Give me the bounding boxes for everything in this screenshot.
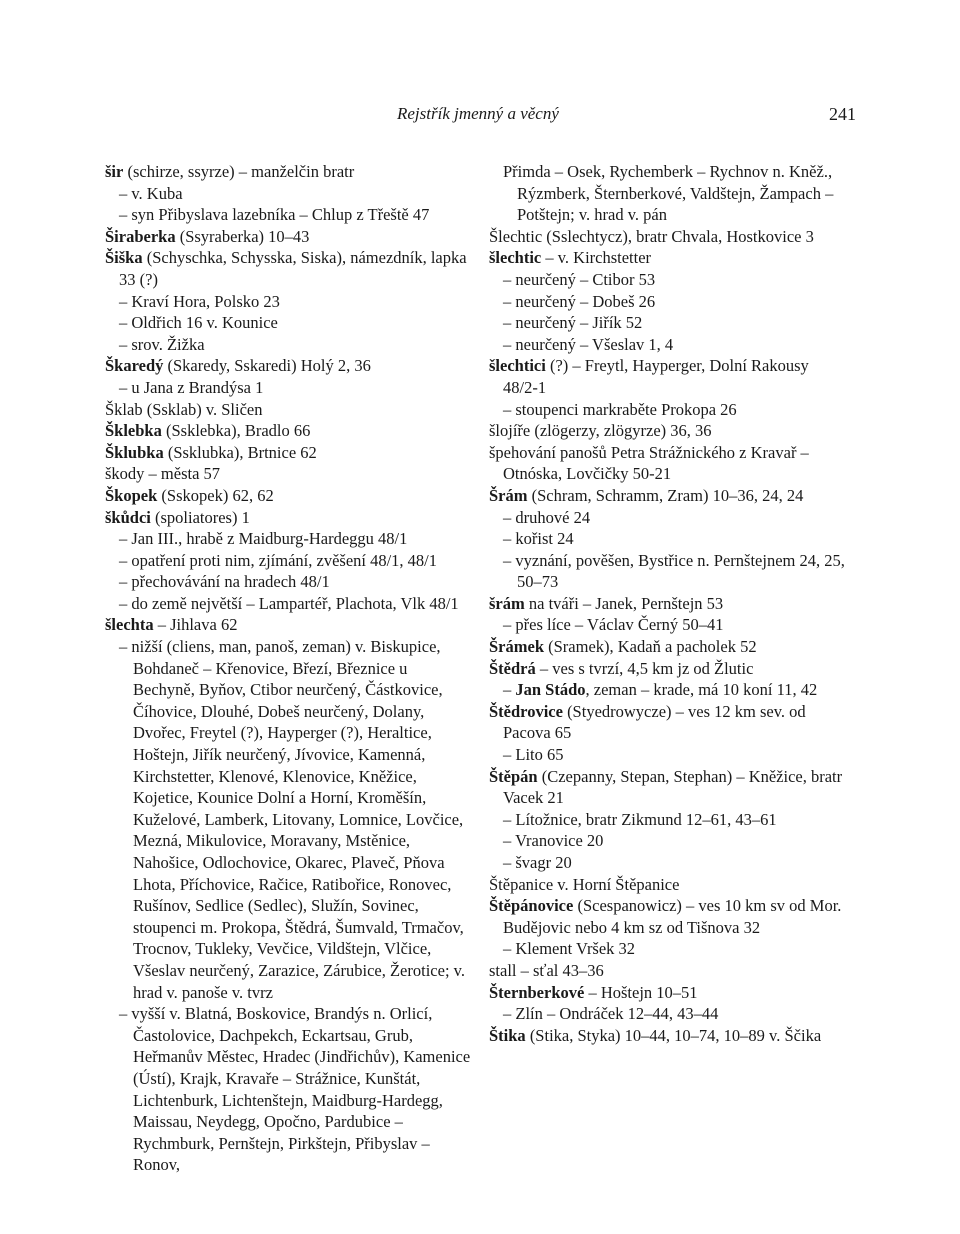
page-header [0,104,960,130]
index-entry [489,226,847,248]
index-entry [489,895,847,938]
index-subentry [489,830,847,852]
index-entry [489,1025,847,1047]
page-number: 241 [829,104,856,124]
entry-text: šlojíře (zlögerzy, zlögyrze) 36, 36 [489,421,712,441]
entry-text: (schirze, ssyrze) – manželčin bratr [123,162,355,181]
entry-text: – vyšší v. Blatná, Boskovice, Brandýs n. Orlicí, Častolovice, Dachpekch, Eckartsau, Grub, Heřmanův Městec, Hradec (Jindřichův), Kamenice (Ústí), Krajk, Kravaře – Strážnice, Kunštát, Lichtenburk, Lichtenštejn, Maidburg-Hardegg, Maissau, Neydegg, Opočno, Pardubice – Rychmburk, Pernštejn, Pirkštejn, Přibyslav – Ronov, [119,1004,471,1175]
index-entry [489,247,847,269]
entry-headword: Šklubka [105,442,164,462]
entry-headword: Šrámek [489,637,544,657]
index-subentry [489,269,847,291]
entry-text: (Czepanny, Stepan, Stephan) – Kněžice, bratr Vacek 21 [503,766,843,808]
entry-text: – Lito 65 [503,745,564,765]
index-subentry [489,528,847,550]
entry-text: (Styedrowycze) – ves 12 km sev. od Pacova 65 [503,701,806,743]
entry-text: špehování panošů Petra Strážnického z Kravař – Otnóska, Lovčičky 50-21 [489,442,809,484]
index-entry [489,485,847,507]
entry-text: – Vranovice 20 [503,831,604,851]
entry-headword: Jan Stádo [515,680,586,700]
entry-headword: Štěpánovice [489,896,574,916]
entry-text: (?) – Freytl, Hayperger, Dolní Rakousy 48/2-1 [503,356,809,397]
entry-text: , zeman – krade, má 10 koní 11, 42 [585,680,818,700]
entry-headword: šlechtici [489,356,546,376]
index-subentry [489,291,847,313]
index-entry [489,593,847,615]
entry-headword: Škaredý [105,356,164,376]
entry-text: – kořist 24 [503,529,574,549]
entry-text: – u Jana z Brandýsa 1 [119,377,264,397]
index-subentry [489,679,847,701]
entry-text: (Sskopek) 62, 62 [157,485,274,505]
index-subentry [105,636,473,1003]
entry-text: – Oldřich 16 v. Kounice [119,313,278,333]
index-subentry [105,291,473,313]
entry-headword: Škopek [105,485,158,505]
entry-text: – do země největší – Lampartéř, Plachota, Vlk 48/1 [119,593,459,613]
index-subentry [489,550,847,593]
entry-headword: Štika [489,1025,526,1045]
entry-text: (Ssklubka), Brtnice 62 [163,442,317,462]
index-column-right [489,161,847,1046]
entry-headword: šlechta [105,615,154,635]
entry-text: – neurčený – Dobeš 26 [503,291,656,311]
index-entry [489,420,847,442]
entry-text: na tváři – Janek, Pernštejn 53 [524,593,724,613]
entry-text: – v. Kirchstetter [541,248,652,268]
entry-text: – Zlín – Ondráček 12–44, 43–44 [503,1004,719,1024]
entry-text: – ves s tvrzí, 4,5 km jz od Žlutic [535,658,754,678]
index-subentry [489,938,847,960]
entry-headword: šir [105,162,124,181]
index-entry [105,420,473,442]
entry-headword: Šternberkové [489,982,585,1002]
entry-headword: Štěpán [489,766,538,786]
entry-text: Šklab (Ssklab) v. Sličen [105,399,263,419]
entry-text: Štěpanice v. Horní Štěpanice [489,874,680,894]
entry-text: – přes líce – Václav Černý 50–41 [503,615,724,635]
index-subentry [489,399,847,421]
index-subentry [489,852,847,874]
index-entry [105,507,473,529]
entry-text: – neurčený – Ctibor 53 [503,269,656,289]
entry-text: – v. Kuba [119,183,183,203]
running-title: Rejstřík jmenný a věcný [397,104,559,123]
entry-text: – nižší (cliens, man, panoš, zeman) v. Biskupice, Bohdaneč – Křenovice, Březí, Březnice u Bechyně, Byňov, Ctibor neurčený, Částkovice, Číhovice, Dlouhé, Dobeš neurčený, Dolany, Dvořec, Freytel (?), Hayperger (?), Heraltice, Hoštejn, Jiřík neurčený, Jívovice, Kamenná, Kirchstetter, Klenové, Klenovice, Kněžice, Kojetice, Kounice Dolní a Horní, Kroměšín, Kuželové, Lamberk, Litovany, Lomnice, Lovčice, Mezná, Mikulovice, Moravany, Mstěnice, Nahošice, Odlochovice, Okarec, Plaveč, Pňova Lhota, Příchovice, Račice, Ratibořice, Ronovec, Rušínov, Sedlice (Sedlec), Služín, Sovinec, stoupenci m. Prokopa, Štědrá, Šumvald, Trmačov, Trocnov, Tukleky, Vevčice, Vildštejn, Vlčice, Všeslav neurčený, Zarazice, Zárubice, Žerotice; v. hrad v. panoše v. tvrz [119,637,465,1002]
entry-text: škody – města 57 [105,464,221,484]
entry-text: (Sramek), Kadaň a pacholek 52 [544,637,757,657]
entry-text: – Hoštejn 10–51 [584,982,698,1002]
entry-text: – Klement Vršek 32 [503,939,636,959]
index-entry [105,355,473,377]
entry-text: – druhové 24 [503,507,591,527]
index-entry [489,701,847,744]
index-entry [489,982,847,1004]
index-subentry [489,161,847,226]
entry-text: – Lítožnice, bratr Zikmund 12–61, 43–61 [503,809,777,829]
entry-headword: Štědrá [489,658,536,678]
entry-headword: šrám [489,593,525,613]
index-subentry [105,550,473,572]
index-subentry [489,809,847,831]
index-subentry [105,593,473,615]
index-entry [489,874,847,896]
index-subentry [489,744,847,766]
index-subentry [105,183,473,205]
index-entry [105,247,473,290]
entry-text: – Jihlava 62 [153,615,238,635]
entry-headword: Šklebka [105,421,162,441]
entry-text: (spoliatores) 1 [150,507,250,527]
entry-text: – Jan III., hrabě z Maidburg-Hardeggu 48/1 [119,529,408,549]
index-subentry [489,614,847,636]
index-entry [105,485,473,507]
entry-text: – srov. Žižka [119,334,205,354]
index-entry [105,442,473,464]
index-entry [489,766,847,809]
index-subentry [105,528,473,550]
entry-headword: škůdci [105,507,151,527]
entry-text: (Schram, Schramm, Zram) 10–36, 24, 24 [527,485,804,505]
entry-text: Přimda – Osek, Rychemberk – Rychnov n. Kněž., Rýzmberk, Šternberkové, Valdštejn, Žampach – Potštejn; v. hrad v. pán [503,162,834,225]
index-subentry [105,334,473,356]
entry-text: Šlechtic (Sslechtycz), bratr Chvala, Hostkovice 3 [489,226,814,246]
entry-headword: Šrám [489,485,528,505]
entry-text: – přechovávání na hradech 48/1 [119,572,330,592]
index-subentry [105,1003,473,1176]
entry-text: (Schyschka, Schysska, Siska), námezdník, lapka 33 (?) [119,248,467,289]
index-subentry [489,1003,847,1025]
entry-headword: Štědrovice [489,701,563,721]
entry-text: – opatření proti nim, zjímání, zvěšení 48/1, 48/1 [119,550,438,570]
index-subentry [489,507,847,529]
entry-text: (Ssklebka), Bradlo 66 [161,421,311,441]
index-entry [105,463,473,485]
index-entry [489,658,847,680]
entry-text: (Stika, Styka) 10–44, 10–74, 10–89 v. Ščika [525,1025,822,1045]
index-subentry [489,334,847,356]
entry-text: – neurčený – Jiřík 52 [503,313,643,333]
index-entry [489,636,847,658]
index-entry [105,399,473,421]
entry-text: stall – sťal 43–36 [489,960,604,980]
index-entry [105,226,473,248]
index-entry [105,614,473,636]
index-subentry [489,312,847,334]
index-subentry [105,204,473,226]
entry-text: (Ssyraberka) 10–43 [175,226,310,246]
entry-dash: – [503,680,516,700]
index-column-left [105,161,473,1176]
index-entry [489,960,847,982]
index-entry [489,442,847,485]
entry-text: (Skaredy, Sskaredi) Holý 2, 36 [163,356,371,376]
entry-text: – syn Přibyslava lazebníka – Chlup z Třeště 47 [119,205,430,225]
entry-text: (Scespanowicz) – ves 10 km sv od Mor. Budějovic nebo 4 km sz od Tišnova 32 [503,896,842,937]
index-subentry [105,571,473,593]
index-subentry [105,377,473,399]
entry-text: – vyznání, pověšen, Bystřice n. Pernštejnem 24, 25, 50–73 [503,550,845,592]
entry-text: – Kraví Hora, Polsko 23 [119,291,280,311]
entry-headword: Širaberka [105,226,176,246]
entry-headword: šlechtic [489,248,542,268]
entry-text: – švagr 20 [503,853,572,872]
index-entry [105,161,473,183]
index-entry [489,355,847,398]
entry-text: – neurčený – Všeslav 1, 4 [503,334,674,354]
entry-text: – stoupenci markraběte Prokopa 26 [503,399,737,419]
index-subentry [105,312,473,334]
entry-headword: Šiška [105,248,143,268]
